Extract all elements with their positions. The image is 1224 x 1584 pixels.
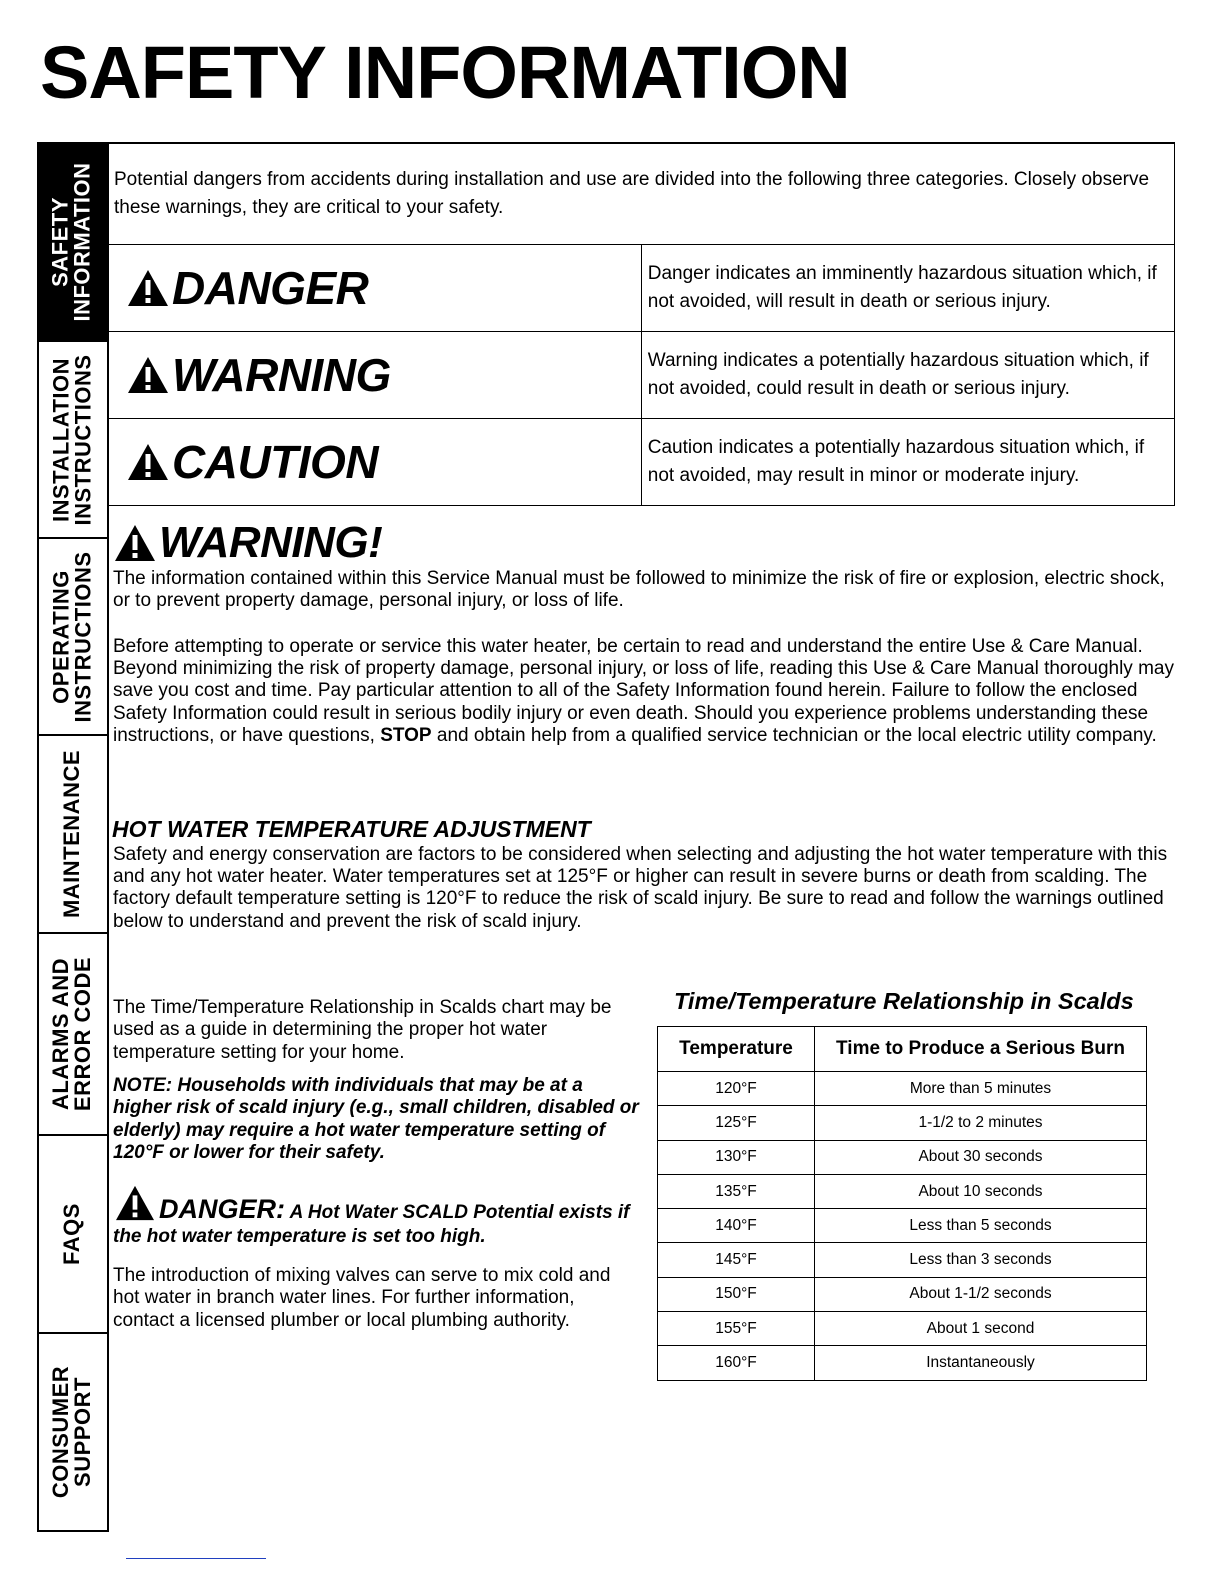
signal-description: Warning indicates a potentially hazardous situation which, if not avoided, could result in death or serious injury. bbox=[641, 332, 1174, 419]
intro-text: Potential dangers from accidents during installation and use are divided into the following three categories. Closely observe these warnings, they are critical to your safety. bbox=[108, 144, 1175, 245]
tab-label: SAFETY INFORMATION bbox=[48, 162, 96, 322]
temperature-cell: 160°F bbox=[658, 1346, 815, 1380]
signal-description: Danger indicates an imminently hazardous situation which, if not avoided, will result in death or serious injury. bbox=[641, 245, 1174, 332]
tab-maintenance[interactable] bbox=[37, 736, 109, 934]
tab-installation-instructions[interactable] bbox=[37, 342, 109, 539]
warning-triangle-icon bbox=[126, 442, 170, 482]
warning-paragraph-1: The information contained within this Service Manual must be followed to minimize the risk of fire or explosion, electric shock, or to prevent property damage, personal injury, or loss of life. bbox=[113, 568, 1165, 612]
warning-triangle-icon bbox=[126, 268, 170, 308]
scald-guide-text: The Time/Temperature Relationship in Scalds chart may be used as a guide in determining the proper hot water temperature setting for your home. bbox=[113, 997, 612, 1063]
temperature-cell: 120°F bbox=[658, 1072, 815, 1106]
note-text: NOTE: Households with individuals that may be at a higher risk of scald injury (e.g., small children, disabled or elderly) may require a hot water temperature setting of 120°F or lower for their safety. bbox=[113, 1075, 639, 1164]
table-row bbox=[658, 1106, 1147, 1140]
burn-time-cell: 1-1/2 to 2 minutes bbox=[815, 1106, 1147, 1140]
tab-operating-instructions[interactable] bbox=[37, 539, 109, 736]
column-header-burn-time: Time to Produce a Serious Burn bbox=[815, 1027, 1147, 1072]
burn-time-cell: About 10 seconds bbox=[815, 1174, 1147, 1208]
tab-label: MAINTENANCE bbox=[59, 749, 84, 919]
tab-label: CONSUMER SUPPORT bbox=[48, 1365, 95, 1499]
signal-row-danger bbox=[108, 245, 1175, 332]
temperature-cell: 140°F bbox=[658, 1209, 815, 1243]
burn-time-cell: About 1 second bbox=[815, 1312, 1147, 1346]
tab-alarms-and-error-code[interactable] bbox=[37, 934, 109, 1136]
temperature-cell: 155°F bbox=[658, 1312, 815, 1346]
table-row bbox=[658, 1174, 1147, 1208]
signal-word-caution bbox=[126, 435, 641, 489]
table-row bbox=[658, 1243, 1147, 1277]
warning-heading bbox=[113, 518, 382, 568]
signal-word-table bbox=[108, 144, 1175, 506]
warning-paragraph-2: Before attempting to operate or service this water heater, be certain to read and understand the entire Use & Care Manual. Beyond minimizing the risk of property damage, personal injury, or loss of life, reading this Use & Care Manual thoroughly may save you cost and time. Pay particular attention to all of the Safety Information found herein. Failure to follow the enclosed Safety Information could result in serious bodily injury or even death. Should you experience problems understanding these instructions, or have questions, STOP and obtain help from a qualified service technician or the local electric utility company. bbox=[113, 636, 1174, 746]
temperature-cell: 150°F bbox=[658, 1277, 815, 1311]
warning-heading-text: WARNING! bbox=[159, 518, 383, 567]
signal-word-warning bbox=[126, 348, 641, 402]
temperature-cell: 145°F bbox=[658, 1243, 815, 1277]
warning-triangle-icon bbox=[126, 355, 170, 395]
scald-chart-title: Time/Temperature Relationship in Scalds bbox=[674, 988, 1134, 1014]
temperature-cell: 125°F bbox=[658, 1106, 815, 1140]
table-row bbox=[658, 1209, 1147, 1243]
temperature-cell: 135°F bbox=[658, 1174, 815, 1208]
burn-time-cell: Less than 3 seconds bbox=[815, 1243, 1147, 1277]
danger-scald-text: A Hot Water SCALD Potential exists if the hot water temperature is set too high. bbox=[113, 1202, 630, 1247]
section-sidebar bbox=[37, 144, 109, 1532]
signal-row-warning bbox=[108, 332, 1175, 419]
tab-consumer-support[interactable] bbox=[37, 1334, 109, 1530]
tab-label: FAQS bbox=[59, 1203, 84, 1265]
burn-time-cell: Less than 5 seconds bbox=[815, 1209, 1147, 1243]
burn-time-cell: About 1-1/2 seconds bbox=[815, 1277, 1147, 1311]
table-row bbox=[658, 1312, 1147, 1346]
page-title: SAFETY INFORMATION bbox=[40, 31, 850, 114]
table-row bbox=[658, 1277, 1147, 1311]
table-header-row bbox=[658, 1027, 1147, 1072]
stop-emphasis: STOP bbox=[380, 724, 432, 746]
signal-word-label: CAUTION bbox=[172, 436, 379, 488]
hot-water-paragraph: Safety and energy conservation are factors to be considered when selecting and adjusting the hot water temperature with this and any hot water heater. Water temperatures set at 125°F or higher can result in severe burns or death from scalding. The factory default temperature setting is 120°F to reduce the risk of scald injury. Be sure to read and follow the warnings outlined below to understand and prevent the risk of scald injury. bbox=[113, 844, 1168, 932]
intro-row bbox=[108, 144, 1175, 245]
scald-chart-table bbox=[657, 1026, 1147, 1381]
danger-scald-heading bbox=[113, 1184, 643, 1249]
signal-row-caution bbox=[108, 419, 1175, 506]
mixing-valves-text: The introduction of mixing valves can serve to mix cold and hot water in branch water lines. For further information, contact a licensed plumber or local plumbing authority. bbox=[113, 1265, 611, 1331]
temperature-cell: 130°F bbox=[658, 1140, 815, 1174]
tab-faqs[interactable] bbox=[37, 1136, 109, 1334]
burn-time-cell: About 30 seconds bbox=[815, 1140, 1147, 1174]
table-row bbox=[658, 1072, 1147, 1106]
burn-time-cell: Instantaneously bbox=[815, 1346, 1147, 1380]
column-header-temperature: Temperature bbox=[658, 1027, 815, 1072]
danger-word: DANGER: bbox=[159, 1194, 285, 1224]
tab-label: INSTALLATION INSTRUCTIONS bbox=[48, 354, 95, 525]
tab-safety-information[interactable] bbox=[37, 144, 109, 342]
signal-word-danger bbox=[126, 261, 641, 315]
signal-word-label: DANGER bbox=[172, 262, 369, 314]
tab-label: ALARMS AND ERROR CODE bbox=[48, 956, 95, 1112]
tab-label: OPERATING INSTRUCTIONS bbox=[48, 551, 95, 722]
signal-description: Caution indicates a potentially hazardous situation which, if not avoided, may result in minor or moderate injury. bbox=[641, 419, 1174, 506]
burn-time-cell: More than 5 minutes bbox=[815, 1072, 1147, 1106]
table-row bbox=[658, 1346, 1147, 1380]
hot-water-heading: HOT WATER TEMPERATURE ADJUSTMENT bbox=[112, 816, 591, 842]
warning-triangle-icon bbox=[113, 523, 157, 563]
table-row bbox=[658, 1140, 1147, 1174]
warning-triangle-icon bbox=[113, 1184, 157, 1222]
footer-line bbox=[126, 1558, 266, 1559]
signal-word-label: WARNING bbox=[172, 349, 391, 401]
